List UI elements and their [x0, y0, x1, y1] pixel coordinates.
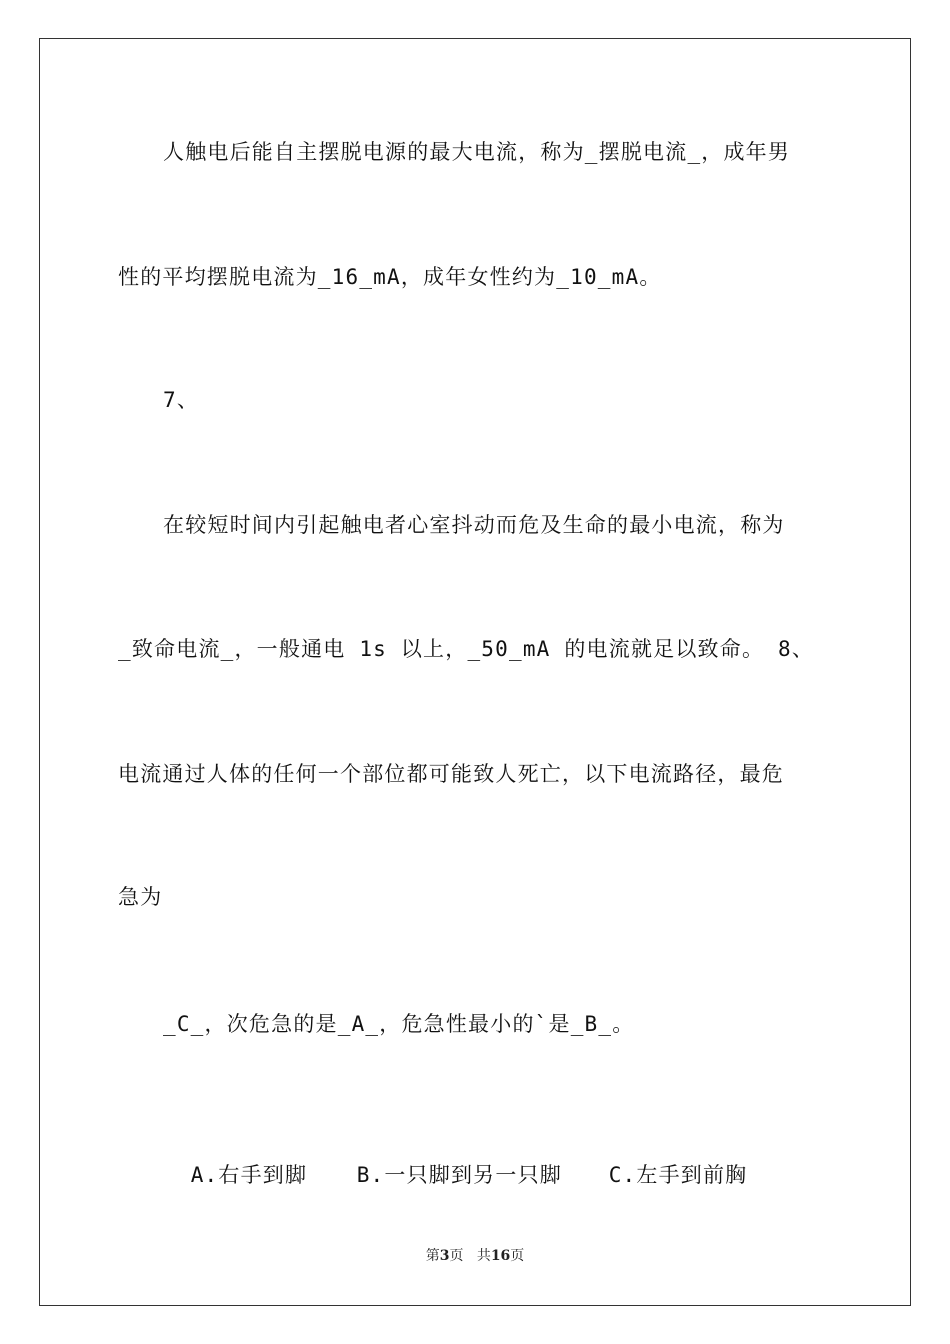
item-number: 7、 — [163, 388, 200, 412]
paragraph-line: 急为 — [118, 885, 163, 909]
paragraph-line: 电流通过人体的任何一个部位都可能致人死亡，以下电流路径，最危 — [118, 762, 784, 786]
footer-total-suffix: 页 — [510, 1248, 525, 1264]
page-border — [39, 38, 911, 1306]
footer-prefix: 第 — [425, 1248, 440, 1264]
paragraph-line: 人触电后能自主摆脱电源的最大电流，称为_摆脱电流_，成年男 — [163, 140, 791, 164]
paragraph-line: 性的平均摆脱电流为_16_mA，成年女性约为_10_mA。 — [118, 265, 662, 289]
footer-page-number: 3 — [439, 1248, 450, 1264]
paragraph-line: _致命电流_，一般通电 1s 以上，_50_mA 的电流就足以致命。 8、 — [118, 637, 815, 661]
footer-total-prefix: 共 — [476, 1248, 491, 1264]
footer-total-pages: 16 — [490, 1248, 511, 1264]
option-a: A.右手到脚 — [190, 1163, 308, 1187]
footer-page-suffix: 页 — [449, 1248, 464, 1264]
page-footer — [0, 1245, 950, 1265]
option-b: B.一只脚到另一只脚 — [356, 1163, 562, 1187]
paragraph-line: _C_，次危急的是_A_，危急性最小的`是_B_。 — [163, 1012, 635, 1036]
option-c: C.左手到前胸 — [608, 1163, 748, 1187]
answer-options — [163, 1130, 747, 1190]
paragraph-line: 在较短时间内引起触电者心室抖动而危及生命的最小电流，称为 — [163, 513, 785, 537]
